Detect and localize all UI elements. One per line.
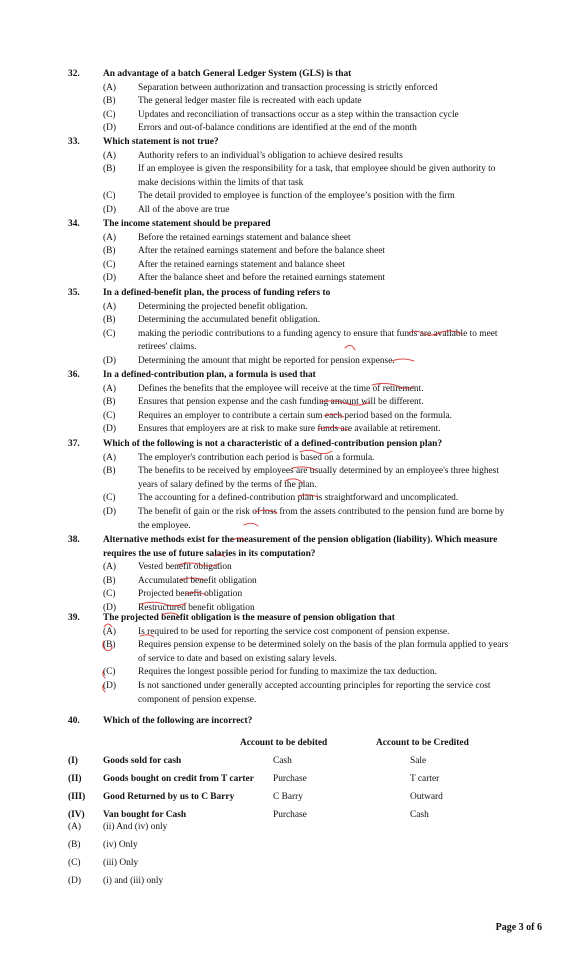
question-36 — [68, 369, 518, 437]
question-number: 40. — [68, 716, 80, 726]
question-text: In a defined-benefit plan, the process of funding refers to — [103, 288, 331, 298]
q40-table — [68, 737, 518, 827]
option-b: (B) After the retained earnings statement and before the balance sheet — [103, 246, 386, 257]
question-number: 35. — [68, 288, 80, 298]
question-text: Alternative methods exist for the measurement of the pension obligation (liability). Which measure requires the use of future salaries in its computation? — [103, 535, 498, 559]
option-b: (B) Determining the accumulated benefit obligation. — [103, 315, 320, 326]
option-d: (D) Errors and out-of-balance conditions are identified at the end of the month — [103, 123, 417, 134]
option-d: (D) Determining the amount that might be reported for pension expense. — [103, 355, 395, 366]
option-c: (C) making the periodic contributions to a funding agency to ensure that funds are available to meet retirees' claims. — [103, 328, 498, 353]
question-32 — [68, 68, 518, 136]
question-text: The projected benefit obligation is the measure of pension obligation that — [103, 613, 395, 623]
question-37 — [68, 438, 518, 533]
option-c: (C) Requires an employer to contribute a certain sum each period based on the formula. — [103, 410, 452, 421]
option-a: (A) Separation between authorization and transaction processing is strictly enforced — [103, 82, 438, 93]
question-number: 38. — [68, 535, 80, 545]
option-b: (B) Ensures that pension expense and the cash funding amount will be different. — [103, 397, 424, 408]
option-a: (A) Before the retained earnings statement and balance sheet — [103, 232, 351, 243]
page-number: Page 3 of 6 — [495, 922, 542, 933]
option-a: (A) Defines the benefits that the employee will receive at the time of retirement. — [103, 383, 424, 394]
option-d: (D) (i) and (iii) only — [68, 876, 164, 886]
option-d: (D) All of the above are true — [103, 204, 230, 215]
question-35 — [68, 287, 518, 369]
option-a: (A) Is required to be used for reporting the service cost component of pension expense. — [103, 626, 450, 637]
table-header — [68, 737, 518, 755]
q40-options — [68, 821, 368, 893]
option-d: (D) After the balance sheet and before the retained earnings statement — [103, 273, 386, 284]
option-d: (D) The benefit of gain or the risk of loss from the assets contributed to the pension fund are borne by the employee. — [103, 506, 505, 531]
question-39 — [68, 612, 518, 707]
option-a: (A) Authority refers to an individual’s obligation to achieve desired results — [103, 150, 403, 161]
header-credit: Account to be Credited — [376, 738, 469, 748]
option-c: (C) (iii) Only — [68, 858, 139, 868]
question-number: 34. — [68, 219, 80, 229]
question-number: 36. — [68, 370, 80, 380]
question-33 — [68, 136, 518, 218]
question-text: Which of the following are incorrect? — [103, 716, 253, 726]
header-debit: Account to be debited — [240, 738, 328, 748]
table-row: (III) Good Returned by us to C Barry C Barry Outward — [68, 792, 443, 802]
option-a: (A) Determining the projected benefit obligation. — [103, 301, 308, 312]
option-b: (B) Requires pension expense to be determined solely on the basis of the plan formula applied to years of service to date and based on existing salary levels. — [103, 640, 509, 664]
option-d: (D) Is not sanctioned under generally accepted accounting principles for reporting the service cost component of pension expense. — [103, 680, 491, 705]
question-text: The income statement should be prepared — [103, 219, 271, 229]
question-38 — [68, 534, 518, 616]
question-text: Which of the following is not a characteristic of a defined-contribution pension plan? — [103, 439, 443, 449]
option-d: (D) Restructured benefit obligation — [103, 602, 255, 613]
question-34 — [68, 218, 518, 286]
option-a: (A) The employer's contribution each period is based on a formula. — [103, 452, 375, 463]
option-c: (C) Requires the longest possible period for funding to maximize the tax deduction. — [103, 667, 437, 678]
question-number: 33. — [68, 137, 80, 147]
option-c: (C) Updates and reconciliation of transactions occur as a step within the transaction cycle — [103, 109, 459, 120]
option-b: (B) If an employee is given the responsibility for a task, that employee should be given authority to make decisions within the limits of that task — [103, 164, 496, 188]
table-row: (II) Goods bought on credit from T carter Purchase T carter — [68, 774, 440, 784]
question-number: 39. — [68, 613, 80, 623]
option-c: (C) Projected benefit obligation — [103, 589, 243, 600]
option-b: (B) The general ledger master file is recreated with each update — [103, 96, 362, 107]
option-b: (B) The benefits to be received by employees are usually determined by an employee's three highest years of salary defined by the terms of the plan. — [103, 466, 499, 490]
option-b: (B) Accumulated benefit obligation — [103, 575, 257, 586]
question-text: In a defined-contribution plan, a formula is used that — [103, 370, 316, 380]
table-row: (IV) Van bought for Cash Purchase Cash — [68, 810, 429, 820]
option-a: (A) (ii) And (iv) only — [68, 822, 168, 832]
question-number: 32. — [68, 69, 80, 79]
option-c: (C) The detail provided to employee is function of the employee’s position with the firm — [103, 191, 455, 202]
question-40 — [68, 715, 518, 729]
option-c: (C) After the retained earnings statement and balance sheet — [103, 259, 345, 270]
question-text: Which statement is not true? — [103, 137, 219, 147]
question-number: 37. — [68, 439, 80, 449]
option-b: (B) (iv) Only — [68, 840, 138, 850]
option-a: (A) Vested benefit obligation — [103, 562, 232, 573]
question-text: An advantage of a batch General Ledger System (GLS) is that — [103, 69, 352, 79]
option-c: (C) The accounting for a defined-contribution plan is straightforward and uncomplicated. — [103, 493, 459, 504]
table-row: (I) Goods sold for cash Cash Sale — [68, 756, 427, 766]
option-d: (D) Ensures that employers are at risk to make sure funds are available at retirement. — [103, 424, 441, 435]
